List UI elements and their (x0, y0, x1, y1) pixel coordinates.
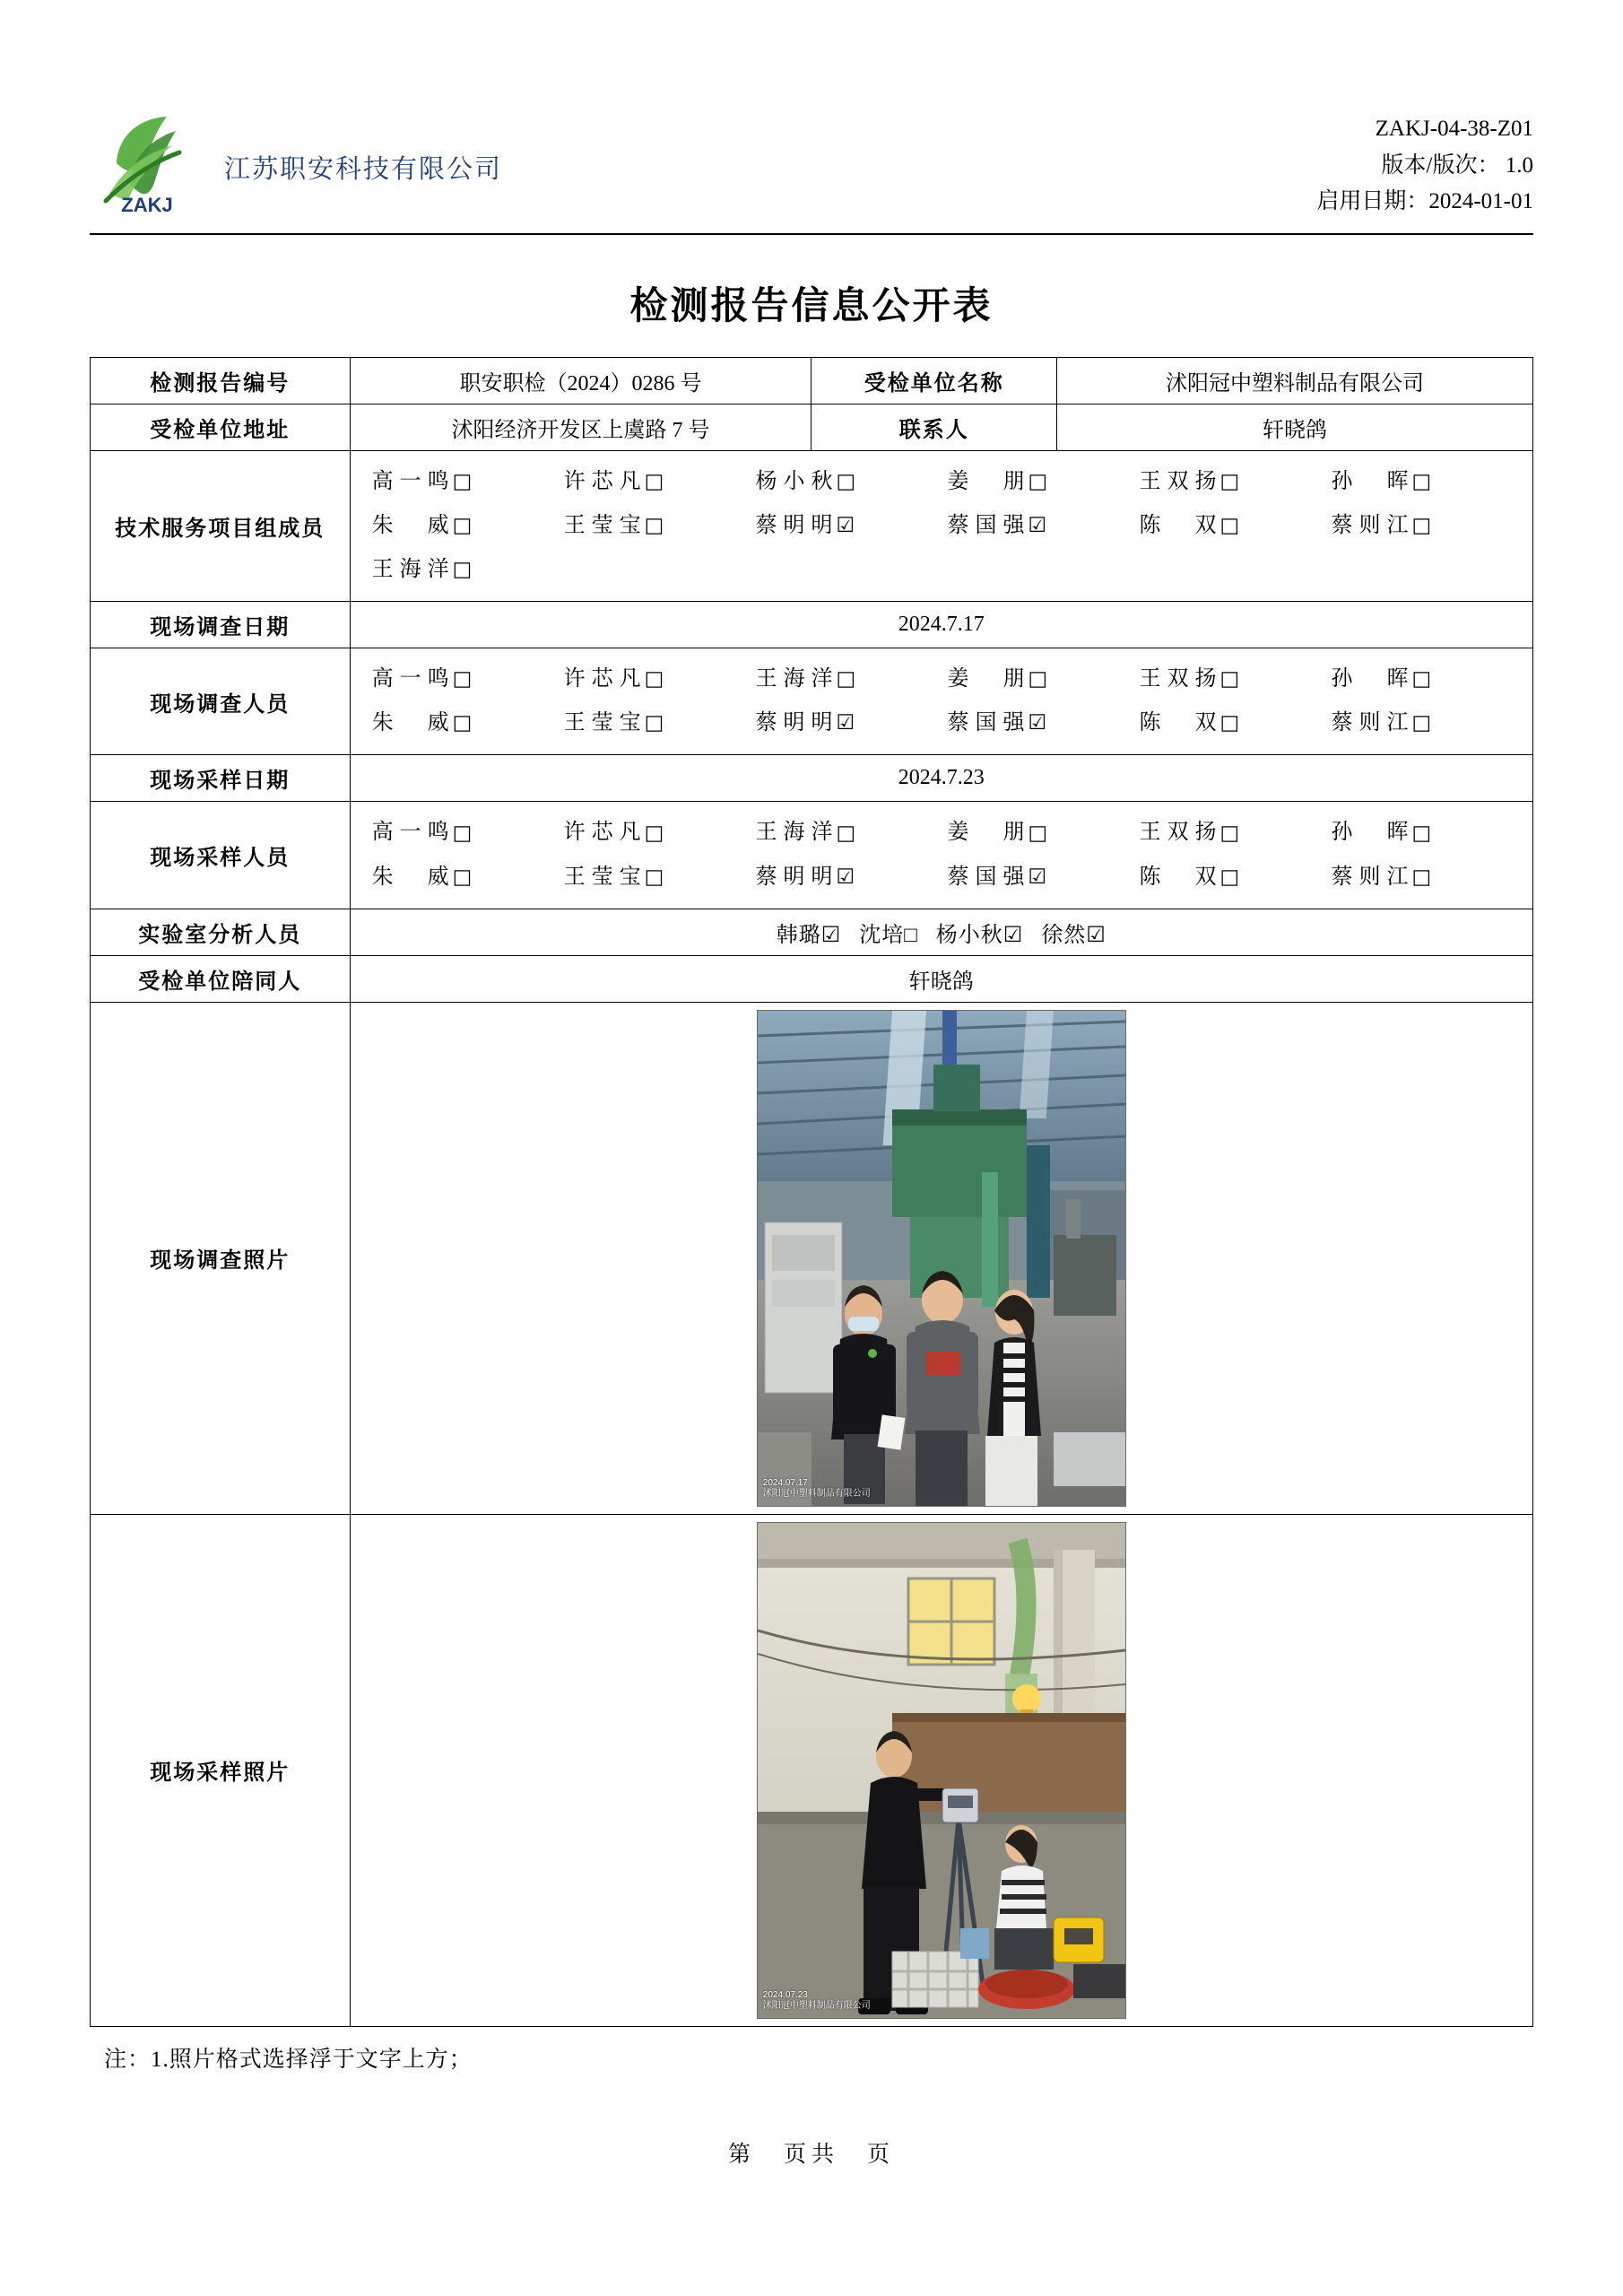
header-left (90, 108, 502, 217)
person-checkbox[interactable] (372, 548, 564, 592)
value-client-address: 沭阳经济开发区上虞路 7 号 (350, 404, 812, 450)
label-sampling-date: 现场采样日期 (91, 755, 351, 802)
person-name: 王双扬 (1139, 469, 1217, 493)
person-checkbox[interactable] (372, 657, 564, 701)
checkbox-checked-icon[interactable]: ☑ (1028, 711, 1047, 735)
checkbox-unchecked-icon[interactable]: □ (1028, 821, 1048, 845)
checkbox-unchecked-icon[interactable]: □ (644, 821, 664, 845)
person-name: 许芯凡 (563, 821, 641, 845)
checkbox-unchecked-icon[interactable]: □ (644, 667, 664, 691)
person-name: 高一鸣 (371, 821, 449, 845)
person-checkbox[interactable] (564, 460, 756, 504)
table-row (91, 602, 1533, 648)
person-checkbox[interactable] (756, 811, 948, 855)
value-survey-staff (350, 648, 1532, 755)
person-name: 高一鸣 (371, 667, 449, 691)
person-checkbox[interactable] (1139, 856, 1331, 900)
person-checkbox[interactable] (948, 856, 1140, 900)
photo-stamp-date: 2024.07.17 (762, 1477, 808, 1488)
person-name: 蔡明明 (755, 513, 833, 537)
person-name: 陈 双 (1139, 865, 1217, 889)
company-name: 江苏职安科技有限公司 (224, 154, 503, 184)
survey-photo-cell (350, 1002, 1532, 1514)
checkbox-unchecked-icon[interactable]: □ (452, 667, 473, 691)
checkbox-checked-icon[interactable]: ☑ (836, 513, 855, 537)
person-checkbox[interactable] (1331, 701, 1523, 745)
survey-photo-wrap (360, 1010, 1523, 1507)
person-checkbox[interactable] (564, 504, 756, 548)
value-escort-person: 轩晓鸽 (350, 955, 1532, 1002)
checkbox-unchecked-icon[interactable]: □ (1411, 865, 1432, 889)
label-survey-staff: 现场调查人员 (91, 648, 351, 755)
person-checkbox[interactable] (564, 657, 756, 701)
sampling-photo-wrap (360, 1522, 1523, 2019)
checkbox-checked-icon[interactable]: ☑ (836, 865, 855, 889)
checkbox-checked-icon[interactable]: ☑ (1028, 865, 1047, 889)
label-report-no: 检测报告编号 (91, 357, 351, 404)
person-name: 陈 双 (1139, 513, 1217, 537)
label-client-name: 受检单位名称 (812, 357, 1057, 404)
person-name: 蔡国强 (947, 711, 1025, 735)
person-name: 王莹宝 (563, 865, 641, 889)
photo-stamp-date: 2024.07.23 (762, 1989, 808, 2000)
person-checkbox[interactable] (756, 460, 948, 504)
person-checkbox[interactable] (372, 701, 564, 745)
table-row (91, 1002, 1533, 1514)
effective-date: 启用日期：2024-01-01 (1316, 189, 1533, 213)
person-name: 孙 晖 (1331, 821, 1409, 845)
document-version: 版本/版次： 1.0 (1381, 152, 1533, 178)
person-checkbox[interactable] (372, 460, 564, 504)
sampling-photo (757, 1522, 1126, 2019)
person-name: 姜 朋 (947, 667, 1025, 691)
sampling-photo-cell (350, 1514, 1532, 2026)
person-checkbox[interactable] (1139, 701, 1331, 745)
person-name: 王双扬 (1139, 667, 1217, 691)
label-survey-photo: 现场调查照片 (91, 1002, 351, 1514)
label-escort-person: 受检单位陪同人 (91, 955, 351, 1002)
person-name: 蔡明明 (755, 711, 833, 735)
checkbox-unchecked-icon[interactable]: □ (1219, 865, 1240, 889)
person-name: 陈 双 (1139, 711, 1217, 735)
person-name: 孙 晖 (1331, 667, 1409, 691)
person-checkbox[interactable] (948, 657, 1140, 701)
checkbox-unchecked-icon[interactable]: □ (1411, 821, 1432, 845)
label-project-team: 技术服务项目组成员 (91, 450, 351, 602)
footnote: 注：1.照片格式选择浮于文字上方； (104, 2047, 473, 2072)
checkbox-unchecked-icon[interactable]: □ (452, 557, 473, 581)
person-name: 蔡则江 (1331, 711, 1409, 735)
page-number: 第 页共 页 (727, 2142, 895, 2167)
company-logo-icon (90, 108, 204, 217)
checkbox-unchecked-icon[interactable]: □ (452, 469, 473, 493)
report-info-table (90, 357, 1533, 2027)
analyst-checkbox[interactable]: 沈培□ (859, 923, 918, 947)
person-checkbox[interactable] (1331, 657, 1523, 701)
photo-timestamp-stamp (763, 1478, 871, 1500)
analyst-checkbox[interactable]: 韩璐☑ (776, 923, 842, 947)
person-checkbox[interactable] (1139, 811, 1331, 855)
person-name: 孙 晖 (1331, 469, 1409, 493)
person-name: 许芯凡 (563, 667, 641, 691)
person-name: 王海洋 (755, 667, 833, 691)
checkbox-unchecked-icon[interactable]: □ (644, 865, 664, 889)
checkbox-unchecked-icon[interactable]: □ (452, 513, 473, 537)
value-sampling-date: 2024.7.23 (350, 755, 1532, 802)
table-row (91, 648, 1533, 755)
checkbox-unchecked-icon[interactable]: □ (1219, 469, 1240, 493)
checkbox-unchecked-icon[interactable]: □ (1411, 513, 1432, 537)
label-sampling-staff: 现场采样人员 (91, 802, 351, 909)
checkbox-unchecked-icon[interactable]: □ (1028, 667, 1048, 691)
checkbox-unchecked-icon[interactable]: □ (1411, 667, 1432, 691)
table-row (91, 755, 1533, 802)
person-name: 高一鸣 (371, 469, 449, 493)
table-row (91, 909, 1533, 955)
person-checkbox[interactable] (1331, 460, 1523, 504)
checkbox-unchecked-icon[interactable]: □ (1219, 821, 1240, 845)
survey-photo (757, 1010, 1126, 1507)
checkbox-unchecked-icon[interactable]: □ (836, 667, 856, 691)
analyst-checkbox[interactable]: 杨小秋☑ (935, 923, 1024, 947)
table-row (91, 404, 1533, 450)
person-checkbox[interactable] (948, 504, 1140, 548)
person-name: 蔡国强 (947, 513, 1025, 537)
person-checkbox[interactable] (756, 504, 948, 548)
person-name: 王双扬 (1139, 821, 1217, 845)
value-sampling-staff (350, 802, 1532, 909)
person-checkbox[interactable] (1331, 811, 1523, 855)
label-client-address: 受检单位地址 (91, 404, 351, 450)
person-checkbox[interactable] (1139, 460, 1331, 504)
value-client-name: 沭阳冠中塑料制品有限公司 (1057, 357, 1533, 404)
lab-analyst-checkbox-group[interactable] (360, 917, 1523, 948)
checkbox-unchecked-icon[interactable]: □ (836, 821, 856, 845)
value-lab-analysts (350, 909, 1532, 955)
person-checkbox[interactable] (756, 657, 948, 701)
person-checkbox[interactable] (564, 811, 756, 855)
value-survey-date: 2024.7.17 (350, 602, 1532, 648)
person-name: 姜 朋 (947, 821, 1025, 845)
person-checkbox[interactable] (948, 701, 1140, 745)
person-name: 王莹宝 (563, 513, 641, 537)
value-contact-person: 轩晓鸽 (1057, 404, 1533, 450)
checkbox-unchecked-icon[interactable]: □ (1028, 469, 1048, 493)
person-name: 蔡明明 (755, 865, 833, 889)
person-name: 朱 威 (371, 711, 449, 735)
photo-stamp-text: 沭阳冠中塑料制品有限公司 (762, 2001, 871, 2012)
value-project-team (350, 450, 1532, 602)
person-checkbox[interactable] (756, 701, 948, 745)
photo-timestamp-stamp (763, 1990, 871, 2013)
person-name: 姜 朋 (947, 469, 1025, 493)
team-member-checkbox-group[interactable] (360, 458, 1523, 595)
photo-stamp-text: 沭阳冠中塑料制品有限公司 (762, 1489, 871, 1500)
person-name: 杨小秋 (755, 469, 833, 493)
person-name: 蔡国强 (947, 865, 1025, 889)
person-checkbox[interactable] (1331, 504, 1523, 548)
checkbox-unchecked-icon[interactable]: □ (1411, 711, 1432, 735)
person-name: 朱 威 (371, 865, 449, 889)
person-checkbox[interactable] (372, 504, 564, 548)
value-report-no: 职安职检（2024）0286 号 (350, 357, 812, 404)
table-row (91, 450, 1533, 602)
checkbox-unchecked-icon[interactable]: □ (1219, 711, 1240, 735)
person-name: 王海洋 (755, 821, 833, 845)
person-checkbox[interactable] (564, 856, 756, 900)
svg-text:ZAKJ: ZAKJ (121, 194, 173, 216)
header-right (1316, 108, 1533, 221)
checkbox-unchecked-icon[interactable]: □ (1219, 667, 1240, 691)
person-checkbox[interactable] (372, 811, 564, 855)
table-row (91, 1514, 1533, 2026)
checkbox-unchecked-icon[interactable]: □ (1411, 469, 1432, 493)
survey-staff-checkbox-group[interactable] (360, 656, 1523, 747)
label-survey-date: 现场调查日期 (91, 602, 351, 648)
person-checkbox[interactable] (1331, 856, 1523, 900)
checkbox-checked-icon[interactable]: ☑ (836, 711, 855, 735)
table-row (91, 802, 1533, 909)
table-row (91, 357, 1533, 404)
label-lab-analysts: 实验室分析人员 (91, 909, 351, 955)
person-checkbox[interactable] (1139, 504, 1331, 548)
label-sampling-photo: 现场采样照片 (91, 1514, 351, 2026)
person-checkbox[interactable] (564, 701, 756, 745)
document-header (90, 108, 1533, 235)
checkbox-unchecked-icon[interactable]: □ (452, 865, 473, 889)
analyst-checkbox[interactable]: 徐然☑ (1041, 923, 1107, 947)
checkbox-unchecked-icon[interactable]: □ (836, 469, 856, 493)
person-checkbox[interactable] (948, 811, 1140, 855)
sampling-staff-checkbox-group[interactable] (360, 809, 1523, 900)
checkbox-checked-icon[interactable]: ☑ (1028, 513, 1047, 537)
checkbox-unchecked-icon[interactable]: □ (644, 711, 664, 735)
document-code: ZAKJ-04-38-Z01 (1375, 117, 1533, 141)
person-name: 蔡则江 (1331, 865, 1409, 889)
label-contact-person: 联系人 (812, 404, 1057, 450)
checkbox-unchecked-icon[interactable]: □ (1219, 513, 1240, 537)
person-name: 王海洋 (371, 557, 449, 581)
page-title: 检测报告信息公开表 (629, 285, 994, 327)
checkbox-unchecked-icon[interactable]: □ (452, 821, 473, 845)
checkbox-unchecked-icon[interactable]: □ (644, 469, 664, 493)
person-name: 许芯凡 (563, 469, 641, 493)
person-checkbox[interactable] (1139, 657, 1331, 701)
checkbox-unchecked-icon[interactable]: □ (644, 513, 664, 537)
person-checkbox[interactable] (756, 856, 948, 900)
person-name: 王莹宝 (563, 711, 641, 735)
table-row (91, 955, 1533, 1002)
person-checkbox[interactable] (948, 460, 1140, 504)
person-name: 蔡则江 (1331, 513, 1409, 537)
person-checkbox[interactable] (372, 856, 564, 900)
person-name: 朱 威 (371, 513, 449, 537)
checkbox-unchecked-icon[interactable]: □ (452, 711, 473, 735)
